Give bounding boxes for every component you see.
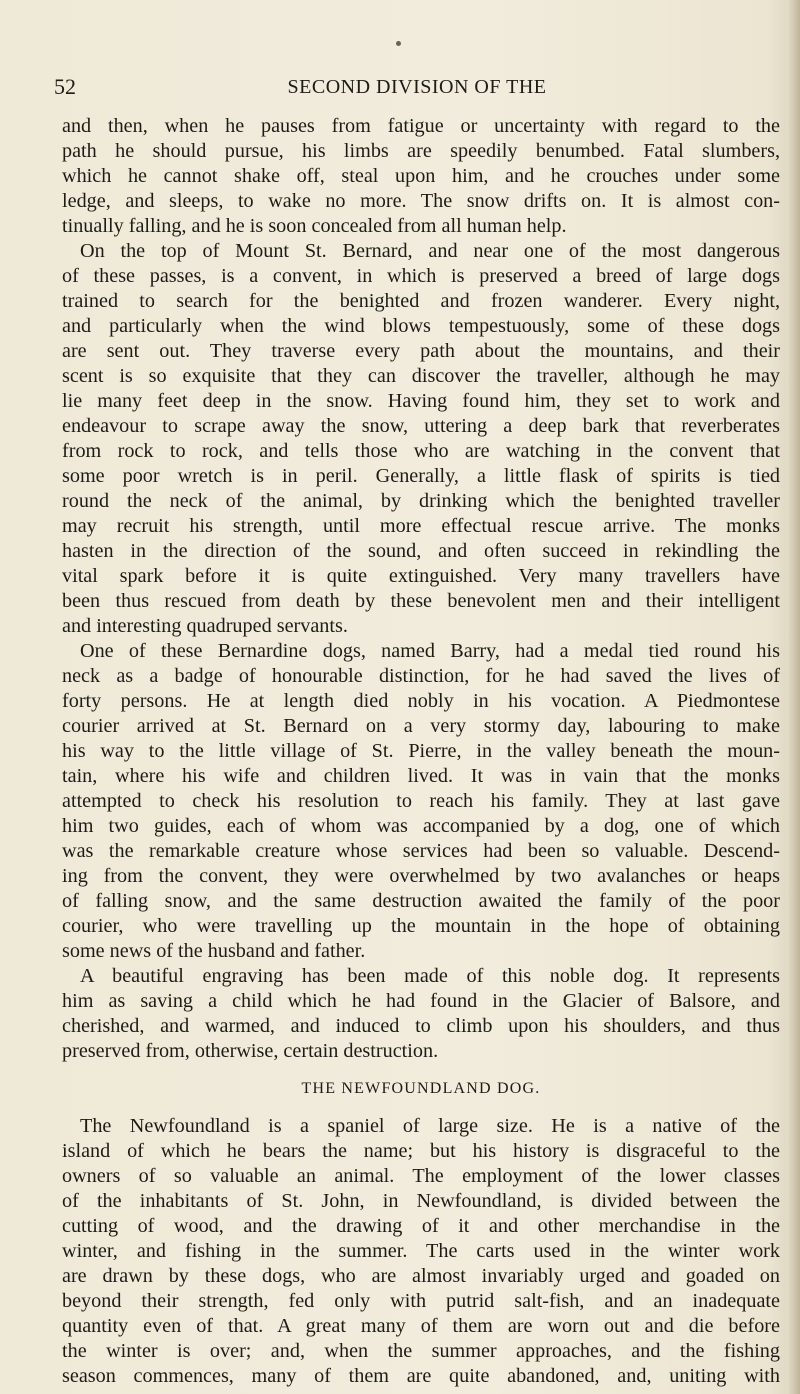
text-line: and interesting quadruped servants.: [62, 615, 348, 637]
text-line: and then, when he pauses from fatigue or uncertainty with regard to the: [62, 115, 780, 137]
text-line: winter, and fishing in the summer. The carts used in the winter work: [62, 1240, 780, 1262]
ink-speck: [396, 41, 401, 46]
text-line: attempted to check his resolution to reach his family. They at last gave: [62, 790, 780, 812]
paragraph-start-line: One of these Bernardine dogs, named Barry, had a medal tied round his: [80, 640, 780, 662]
paragraph-start-line: On the top of Mount St. Bernard, and near one of the most dangerous: [80, 240, 780, 262]
text-line: quantity even of that. A great many of them are worn out and die before: [62, 1315, 780, 1337]
text-line: him two guides, each of whom was accompanied by a dog, one of which: [62, 815, 780, 837]
text-line: and particularly when the wind blows tempestuously, some of these dogs: [62, 315, 780, 337]
page-number: 52: [54, 74, 76, 99]
text-line: from rock to rock, and tells those who are watching in the convent that: [62, 440, 780, 462]
text-line: cutting of wood, and the drawing of it and other merchandise in the: [62, 1215, 780, 1237]
text-line: endeavour to scrape away the snow, uttering a deep bark that reverberates: [62, 415, 780, 437]
text-line: of falling snow, and the same destruction awaited the family of the poor: [62, 890, 780, 912]
text-line: of the inhabitants of St. John, in Newfoundland, is divided between the: [62, 1190, 780, 1212]
text-line: preserved from, otherwise, certain destruction.: [62, 1040, 439, 1062]
text-line: trained to search for the benighted and frozen wanderer. Every night,: [62, 290, 780, 312]
text-line: been thus rescued from death by these benevolent men and their intelligent: [62, 590, 780, 612]
text-line: lie many feet deep in the snow. Having found him, they set to work and: [62, 390, 780, 412]
text-line: vital spark before it is quite extinguished. Very many travellers have: [62, 565, 780, 587]
text-line: are sent out. They traverse every path about the mountains, and their: [62, 340, 780, 362]
text-line: tinually falling, and he is soon concealed from all human help.: [62, 215, 567, 237]
paragraph-start-line: A beautiful engraving has been made of this noble dog. It represents: [80, 965, 780, 987]
text-line: him as saving a child which he had found in the Glacier of Balsore, and: [62, 990, 780, 1012]
text-line: path he should pursue, his limbs are speedily benumbed. Fatal slumbers,: [62, 140, 780, 162]
page-edge: [786, 0, 800, 1394]
section-heading: THE NEWFOUNDLAND DOG.: [301, 1080, 541, 1097]
text-line: some news of the husband and father.: [62, 940, 366, 962]
text-line: tain, where his wife and children lived. It was in vain that the monks: [62, 765, 780, 787]
text-line: neck as a badge of honourable distinction, for he had saved the lives of: [62, 665, 780, 687]
text-line: the winter is over; and, when the summer approaches, and the fishing: [62, 1340, 780, 1362]
text-line: owners of so valuable an animal. The employment of the lower classes: [62, 1165, 780, 1187]
text-line: season commences, many of them are quite abandoned, and, uniting with: [62, 1365, 780, 1387]
text-line: beyond their strength, fed only with putrid salt-fish, and an inadequate: [62, 1290, 780, 1312]
text-line: scent is so exquisite that they can discover the traveller, although he may: [62, 365, 780, 387]
paragraph-start-line: The Newfoundland is a spaniel of large size. He is a native of the: [80, 1115, 780, 1137]
text-line: ledge, and sleeps, to wake no more. The snow drifts on. It is almost con-: [62, 190, 780, 212]
text-line: some poor wretch is in peril. Generally, a little flask of spirits is tied: [62, 465, 780, 487]
text-line: which he cannot shake off, steal upon him, and he crouches under some: [62, 165, 780, 187]
text-line: ing from the convent, they were overwhelmed by two avalanches or heaps: [62, 865, 780, 887]
text-line: round the neck of the animal, by drinking which the benighted traveller: [62, 490, 780, 512]
text-line: of these passes, is a convent, in which is preserved a breed of large dogs: [62, 265, 780, 287]
running-head: [54, 75, 780, 99]
text-line: his way to the little village of St. Pierre, in the valley beneath the moun-: [62, 740, 780, 762]
text-line: courier arrived at St. Bernard on a very stormy day, labouring to make: [62, 715, 780, 737]
text-line: may recruit his strength, until more effectual rescue arrive. The monks: [62, 515, 780, 537]
text-line: island of which he bears the name; but his history is disgraceful to the: [62, 1140, 780, 1162]
text-line: are drawn by these dogs, who are almost invariably urged and goaded on: [62, 1265, 780, 1287]
running-head-title: SECOND DIVISION OF THE: [287, 76, 547, 98]
text-line: forty persons. He at length died nobly in his vocation. A Piedmontese: [62, 690, 780, 712]
text-line: cherished, and warmed, and induced to climb upon his shoulders, and thus: [62, 1015, 780, 1037]
text-line: hasten in the direction of the sound, and often succeed in rekindling the: [62, 540, 780, 562]
text-line: was the remarkable creature whose services had been so valuable. Descend-: [62, 840, 780, 862]
text-line: courier, who were travelling up the mountain in the hope of obtaining: [62, 915, 780, 937]
